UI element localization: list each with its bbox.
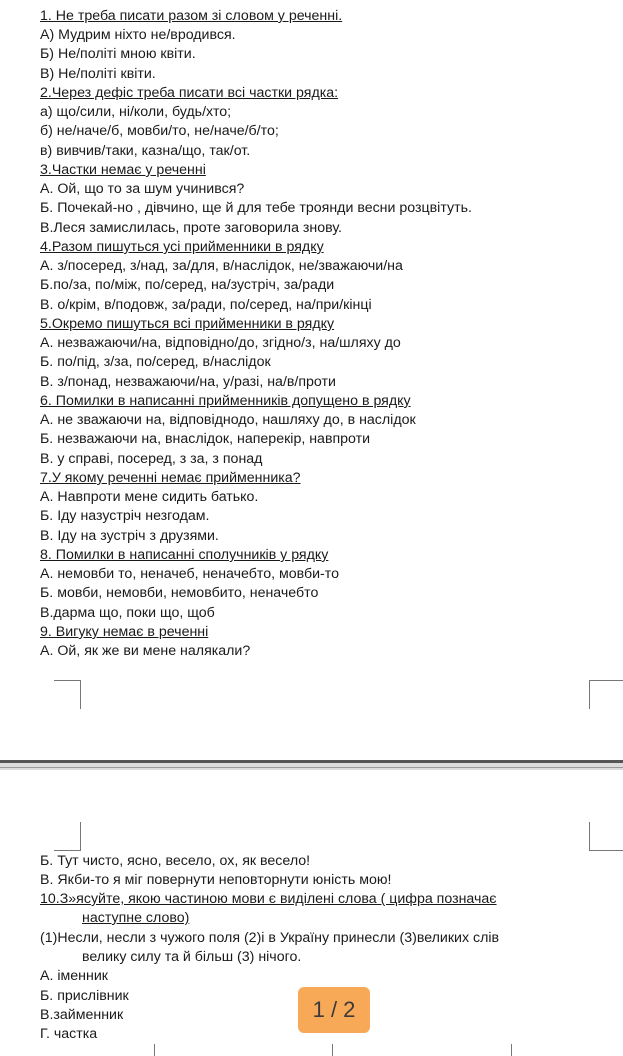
page-edge-mark [511,1044,512,1056]
question-7-option-b: Б. Іду назустріч незгодам. [40,508,210,524]
question-6-option-b: Б. незважаючи на, внаслідок, наперекір, навпроти [40,431,371,447]
question-8-option-a: А. немовби то, неначеб, неначебто, мовби-то [40,566,339,582]
question-3-title: 3.Частки немає у реченні [40,162,206,178]
question-5-option-b: Б. по/під, з/за, по/серед, в/наслідок [40,354,271,370]
question-1-option-b: Б) Не/політі мною квіти. [40,46,196,62]
question-1-title: 1. Не треба писати разом зі словом у реченні. [40,8,343,24]
question-2-option-c: в) вивчив/таки, казна/що, так/от. [40,143,251,159]
crop-mark-top-left [54,822,81,851]
question-2-title: 2.Через дефіс треба писати всі частки рядка: [40,85,339,101]
question-5-title: 5.Окремо пишуться всі прийменники в рядку [40,316,335,332]
question-9-option-c: В. Якби-то я міг повернути неповторнути юність мою! [40,872,392,888]
question-5-option-a: А. незважаючи/на, відповідно/до, згідно/з, на/шляху до [40,335,401,351]
question-9-title: 9. Вигуку немає в реченні [40,624,209,640]
question-10-option-c: В.займенник [40,1007,124,1023]
question-6-option-a: А. не зважаючи на, відповіднодо, нашляху до, в наслідок [40,412,416,428]
question-5-option-c: В. з/понад, незважаючи/на, у/разі, на/в/проти [40,374,336,390]
question-7-option-c: В. Іду на зустріч з друзями. [40,528,219,544]
crop-mark-bottom-left [54,680,81,709]
crop-mark-bottom-right [589,680,623,709]
question-10-option-d: Г. частка [40,1026,98,1042]
question-8-option-b: Б. мовби, немовби, немовбито, неначебто [40,585,319,601]
question-2-option-b: б) не/наче/б, мовби/то, не/наче/б/то; [40,123,279,139]
question-10-title-continued: наступне слово) [82,910,190,926]
question-8-title: 8. Помилки в написанні сполучників у рядку [40,547,329,563]
question-10-option-b: Б. прислівник [40,988,129,1004]
question-10-text: (1)Несли, несли з чужого поля (2)і в Україну принесли (3)великих слів [40,930,500,946]
question-1-option-c: В) Не/політі квіти. [40,66,156,82]
page-separator-line [0,760,623,763]
question-3-option-a: А. Ой, що то за шум учинився? [40,181,245,197]
question-3-option-c: В.Леся замислилась, проте заговорила знову. [40,220,342,236]
question-10-text-continued: велику силу та й більш (3) нічого. [82,949,302,965]
question-4-option-c: В. о/крім, в/подовж, за/ради, по/серед, на/при/кінці [40,297,372,313]
page-edge-mark [154,1044,155,1056]
question-10-option-a: А. іменник [40,968,108,984]
question-10-title: 10.З»ясуйте, якою частиною мови є виділені слова ( цифра позначає [40,891,497,907]
question-2-option-a: а) що/сили, ні/коли, будь/хто; [40,104,232,120]
page-edge-mark [332,1044,333,1056]
crop-mark-top-right [589,822,623,851]
question-8-option-c: В.дарма що, поки що, щоб [40,605,215,621]
page-separator [0,760,623,770]
question-9-option-a: А. Ой, як же ви мене налякали? [40,643,251,659]
question-1-option-a: А) Мудрим ніхто не/вродився. [40,27,236,43]
question-4-title: 4.Разом пишуться усі прийменники в рядку [40,239,324,255]
question-7-option-a: А. Навпроти мене сидить батько. [40,489,259,505]
question-7-title: 7.У якому реченні немає прийменника? [40,470,301,486]
page-separator-line [0,767,623,768]
question-6-option-c: В. у справі, посеред, з за, з понад [40,451,263,467]
question-6-title: 6. Помилки в написанні прийменників допущено в рядку [40,393,411,409]
question-4-option-b: Б.по/за, по/між, по/серед, на/зустріч, за/ради [40,277,335,293]
question-4-option-a: А. з/посеред, з/над, за/для, в/наслідок, не/зважаючи/на [40,258,403,274]
question-3-option-b: Б. Почекай-но , дівчино, ще й для тебе троянди весни розцвітуть. [40,200,472,216]
page-indicator: 1 / 2 [298,987,370,1033]
question-9-option-b: Б. Тут чисто, ясно, весело, ох, як весело! [40,853,311,869]
